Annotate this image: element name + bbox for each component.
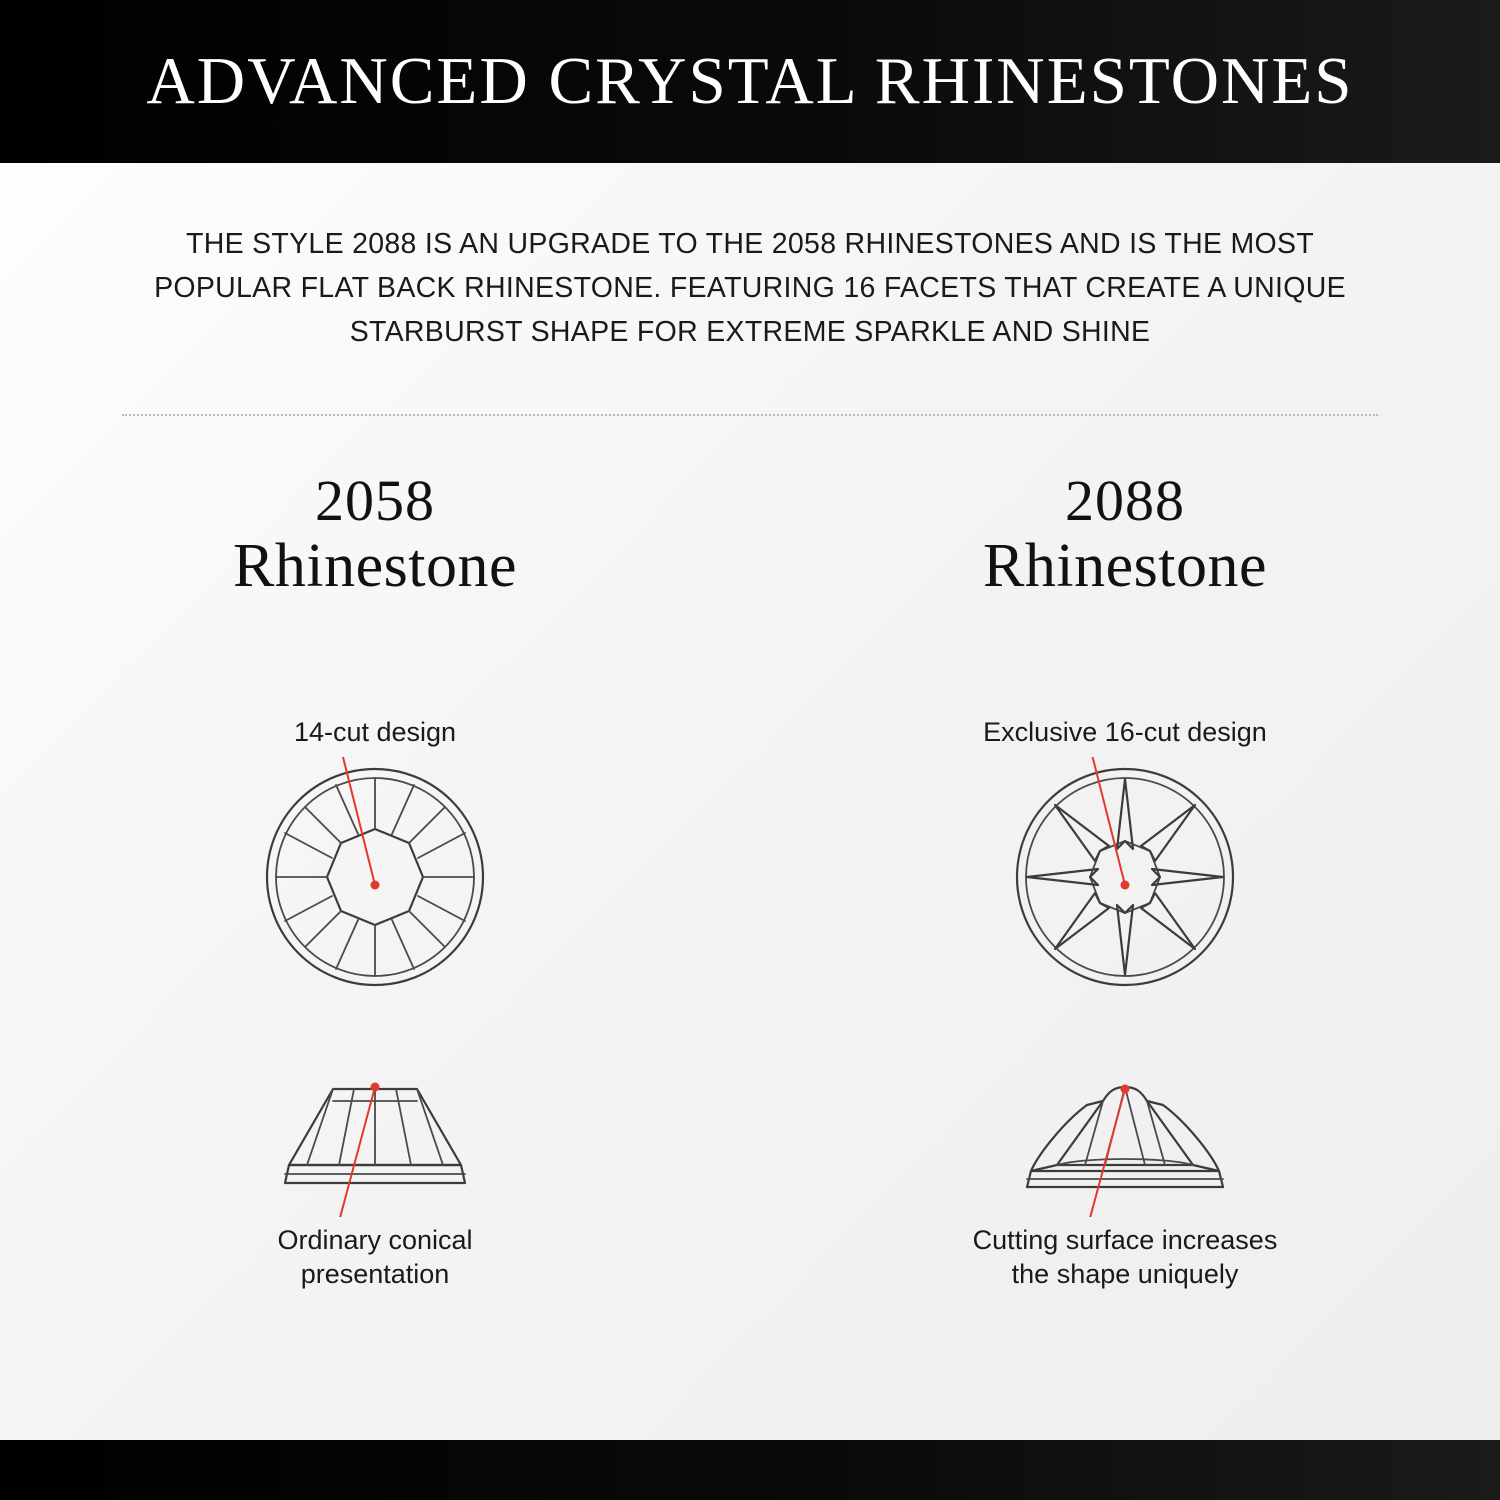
section-divider <box>122 414 1378 418</box>
footer-bar <box>0 1440 1500 1500</box>
caption-2058-top: 14-cut design <box>293 716 457 747</box>
header-bar <box>0 0 1500 163</box>
rhinestone-2058-top-view <box>215 757 535 997</box>
rhinestone-2088-side-view <box>965 1057 1285 1217</box>
heading-2088-word: Rhinestone <box>983 531 1267 600</box>
heading-2088 <box>983 470 1267 600</box>
comparison-columns <box>0 470 1500 1291</box>
intro-paragraph: THE STYLE 2088 IS AN UPGRADE TO THE 2058 RHINESTONES AND IS THE MOST POPULAR FLAT BACK RHINESTONE. FEATURING 16 FACETS THAT CREATE A UNIQUE STARBURST SHAPE FOR EXTREME SPARKLE AND SHINE <box>154 228 1346 348</box>
page-title: ADVANCED CRYSTAL RHINESTONES <box>146 44 1354 118</box>
caption-2088-bottom <box>973 1223 1278 1291</box>
caption-2058-bottom-line2: presentation <box>300 1258 450 1289</box>
caption-2058-bottom-line1: Ordinary conical <box>277 1224 473 1255</box>
caption-2088-top: Exclusive 16-cut design <box>983 716 1267 747</box>
heading-2058 <box>233 470 517 600</box>
caption-2058-bottom <box>277 1223 472 1291</box>
caption-2088-bottom-line2: the shape uniquely <box>1011 1258 1239 1289</box>
heading-2058-number: 2058 <box>314 468 435 533</box>
rhinestone-2088-top-view <box>965 757 1285 997</box>
column-2088 <box>750 470 1500 1291</box>
column-2058 <box>0 470 750 1291</box>
caption-2088-bottom-line1: Cutting surface increases <box>972 1224 1278 1255</box>
heading-2058-word: Rhinestone <box>233 531 517 600</box>
heading-2088-number: 2088 <box>1064 468 1185 533</box>
rhinestone-2058-side-view <box>215 1057 535 1217</box>
